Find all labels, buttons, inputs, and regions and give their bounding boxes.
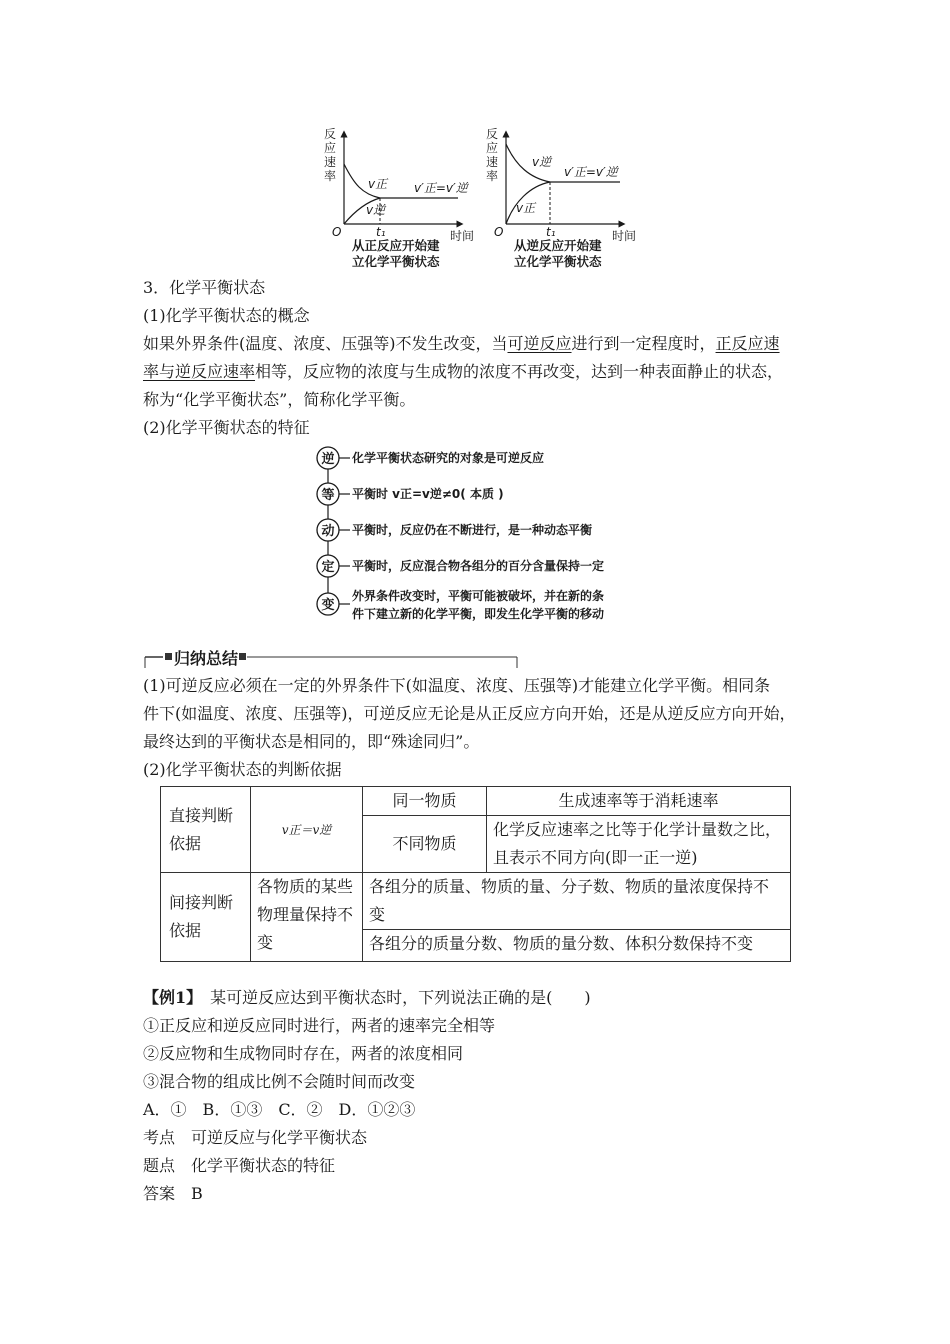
feature-ni bbox=[317, 447, 544, 469]
right-ylabel-3: 速 bbox=[486, 155, 499, 169]
answer-choices: A．① B．①③ C．② D．①②③ bbox=[143, 1100, 416, 1119]
feature-ding bbox=[317, 555, 604, 577]
right-ylabel-2: 应 bbox=[486, 141, 499, 155]
option-2: ②反应物和生成物同时存在，两者的浓度相同 bbox=[143, 1044, 464, 1063]
feature-desc: 化学平衡状态研究的对象是可逆反应 bbox=[352, 451, 545, 465]
example-question-text: 某可逆反应达到平衡状态时，下列说法正确的是( ) bbox=[210, 988, 591, 1007]
fraction-cell: 各组分的质量分数、物质的量分数、体积分数保持不变 bbox=[363, 930, 791, 962]
right-caption-2: 立化学平衡状态 bbox=[514, 254, 602, 269]
right-origin: O bbox=[494, 225, 504, 239]
feature-char: 等 bbox=[321, 488, 335, 503]
left-upper-label: v正 bbox=[368, 177, 388, 191]
judgment-table bbox=[160, 786, 791, 962]
left-origin: O bbox=[332, 225, 342, 239]
knowledge-point: 考点 可逆反应与化学平衡状态 bbox=[143, 1128, 368, 1147]
feature-deng bbox=[317, 483, 504, 505]
option-1: ①正反应和逆反应同时进行，两者的速率完全相等 bbox=[143, 1016, 496, 1035]
text-segment: 相等，反应物的浓度与生成物的浓度不再改变，达到一种表面静止的状态， bbox=[255, 362, 784, 381]
summary-p1-line1: (1)可逆反应必须在一定的外界条件下(如温度、浓度、压强等)才能建立化学平衡。相同条 bbox=[143, 676, 771, 695]
same-substance-cell: 同一物质 bbox=[363, 787, 487, 816]
feature-desc-2: 件下建立新的化学平衡，即发生化学平衡的移动 bbox=[352, 607, 605, 621]
left-ylabel-1: 反 bbox=[324, 127, 337, 141]
right-t-label: t₁ bbox=[546, 225, 556, 239]
feature-char: 逆 bbox=[321, 452, 335, 467]
concept-line-2 bbox=[143, 358, 783, 386]
diff-substance-desc: 化学反应速率之比等于化学计量数之比，且表示不同方向(即一正一逆) bbox=[487, 816, 791, 873]
feature-diagram bbox=[310, 444, 650, 630]
feature-char: 定 bbox=[321, 560, 335, 575]
right-xlabel: 时间 bbox=[612, 229, 637, 243]
example-label: 【例1】 bbox=[143, 988, 195, 1007]
text-segment: 进行到一定程度时， bbox=[571, 334, 716, 353]
table-row bbox=[161, 787, 791, 816]
answer: 答案 B bbox=[143, 1184, 203, 1203]
left-ylabel-2: 应 bbox=[324, 141, 337, 155]
right-ylabel-1: 反 bbox=[486, 127, 499, 141]
feature-desc: 平衡时 v正=v逆≠0( 本质 ) bbox=[352, 487, 504, 501]
subheading-concept: (1)化学平衡状态的概念 bbox=[143, 306, 310, 325]
feature-desc: 外界条件改变时，平衡可能被破坏，并在新的条 bbox=[352, 589, 605, 603]
indirect-basis-cell: 间接判断依据 bbox=[161, 873, 251, 962]
summary-p2: (2)化学平衡状态的判断依据 bbox=[143, 760, 342, 779]
feature-dong bbox=[317, 519, 592, 541]
feature-desc: 平衡时，反应仍在不断进行，是一种动态平衡 bbox=[352, 523, 593, 537]
left-t-label: t₁ bbox=[376, 225, 386, 239]
concept-line-3: 称为“化学平衡状态”，简称化学平衡。 bbox=[143, 390, 416, 409]
left-lower-label: v逆 bbox=[366, 203, 386, 217]
right-graph bbox=[486, 127, 636, 269]
feature-char: 变 bbox=[321, 598, 335, 613]
example-question bbox=[143, 984, 591, 1012]
subheading-features: (2)化学平衡状态的特征 bbox=[143, 418, 310, 437]
text-segment: 如果外界条件(温度、浓度、压强等)不发生改变，当 bbox=[143, 334, 508, 353]
option-3: ③混合物的组成比例不会随时间而改变 bbox=[143, 1072, 416, 1091]
underlined-term: 可逆反应 bbox=[507, 334, 572, 353]
table-row bbox=[161, 873, 791, 930]
right-equal-label: v′正=v′逆 bbox=[564, 165, 618, 179]
feature-desc: 平衡时，反应混合物各组分的百分含量保持一定 bbox=[352, 559, 605, 573]
feature-bian bbox=[317, 588, 604, 621]
rate-graphs bbox=[310, 122, 650, 272]
feature-char: 动 bbox=[321, 524, 335, 539]
physical-quantity-cell: 各物质的某些物理量保持不变 bbox=[251, 873, 363, 962]
question-point: 题点 化学平衡状态的特征 bbox=[143, 1156, 336, 1175]
section-heading: 3．化学平衡状态 bbox=[143, 278, 266, 297]
right-ylabel-4: 率 bbox=[486, 169, 499, 183]
summary-title: 归纳总结 bbox=[174, 649, 239, 668]
left-ylabel-4: 率 bbox=[324, 169, 337, 183]
left-caption-1: 从正反应开始建 bbox=[352, 238, 440, 253]
right-caption-1: 从逆反应开始建 bbox=[514, 238, 602, 253]
right-upper-label: v逆 bbox=[532, 155, 552, 169]
diff-substance-cell: 不同物质 bbox=[363, 816, 487, 873]
summary-p1-line3: 最终达到的平衡状态是相同的，即“殊途同归”。 bbox=[143, 732, 480, 751]
concept-line-1 bbox=[143, 330, 780, 358]
underlined-term: 率与逆反应速率 bbox=[143, 362, 256, 381]
left-caption-2: 立化学平衡状态 bbox=[352, 254, 440, 269]
rate-equal-cell: v正＝v逆 bbox=[251, 787, 363, 873]
summary-p1-line2: 件下(如温度、浓度、压强等)，可逆反应无论是从正反应方向开始，还是从逆反应方向开始， bbox=[143, 704, 796, 723]
direct-basis-cell: 直接判断依据 bbox=[161, 787, 251, 873]
left-equal-label: v′正=v′逆 bbox=[414, 181, 468, 195]
left-xlabel: 时间 bbox=[450, 229, 475, 243]
same-substance-desc: 生成速率等于消耗速率 bbox=[487, 787, 791, 816]
mass-amount-cell: 各组分的质量、物质的量、分子数、物质的量浓度保持不变 bbox=[363, 873, 791, 930]
right-lower-label: v正 bbox=[516, 201, 536, 215]
left-ylabel-3: 速 bbox=[324, 155, 337, 169]
underlined-term: 正反应速 bbox=[715, 334, 780, 353]
left-graph bbox=[324, 127, 474, 269]
